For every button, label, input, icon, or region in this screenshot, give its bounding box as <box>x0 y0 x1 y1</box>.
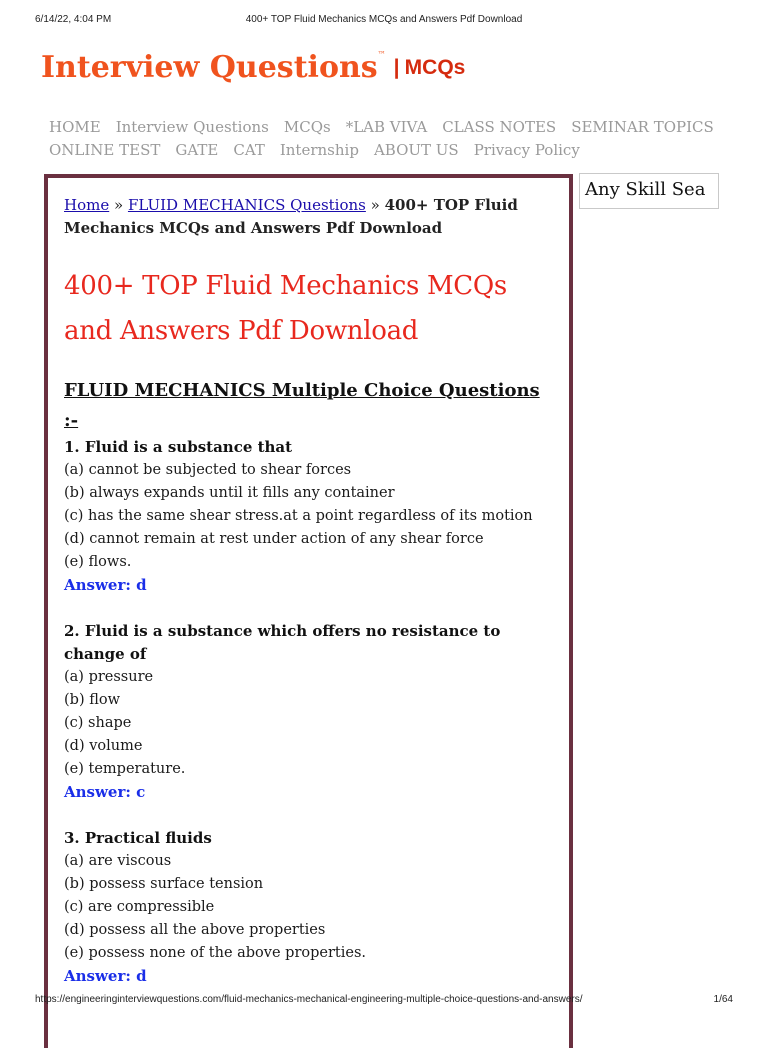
answer-option: (a) pressure <box>64 669 154 685</box>
answer-option: (c) has the same shear stress.at a point regardless of its motion <box>64 508 533 524</box>
nav-seminar-topics[interactable]: SEMINAR TOPICS <box>571 117 714 136</box>
question-text: 2. Fluid is a substance which offers no resistance to change of <box>64 622 501 663</box>
breadcrumb <box>64 194 550 240</box>
nav-home[interactable]: HOME <box>49 117 101 136</box>
question-text: 3. Practical fluids <box>64 829 212 847</box>
breadcrumb-separator: » <box>109 196 128 214</box>
correct-answer: Answer: d <box>64 967 147 985</box>
nav-gate[interactable]: GATE <box>175 140 219 159</box>
question-list <box>64 436 550 988</box>
answer-option: (e) possess none of the above properties. <box>64 945 367 961</box>
answer-option: (a) cannot be subjected to shear forces <box>64 462 352 478</box>
section-heading <box>64 376 550 436</box>
site-logo[interactable] <box>41 50 465 85</box>
print-url: https://engineeringinterviewquestions.com/fluid-mechanics-mechanical-engineering-multiple-choice-questions-and-answers/ <box>35 994 583 1005</box>
breadcrumb-home-link[interactable]: Home <box>64 196 110 214</box>
question-item <box>64 436 550 597</box>
nav-mcqs[interactable]: MCQs <box>283 117 331 136</box>
nav-online-test[interactable]: ONLINE TEST <box>49 140 161 159</box>
print-datetime: 6/14/22, 4:04 PM <box>35 14 112 25</box>
section-heading-line1: FLUID MECHANICS Multiple Choice Questions <box>64 380 540 401</box>
logo-separator: | <box>393 56 400 79</box>
question-item <box>64 827 550 988</box>
breadcrumb-category-link[interactable]: FLUID MECHANICS Questions <box>127 196 366 214</box>
answer-option: (e) temperature. <box>64 761 186 777</box>
answer-option: (d) volume <box>64 738 143 754</box>
answer-option: (b) flow <box>64 692 121 708</box>
trademark-symbol: ™ <box>377 50 386 59</box>
section-heading-line2: :- <box>64 410 79 431</box>
question-text: 1. Fluid is a substance that <box>64 438 293 456</box>
nav-interview-questions[interactable]: Interview Questions <box>115 117 269 136</box>
breadcrumb-current: 400+ TOP Fluid Mechanics MCQs and Answers Pdf Download <box>64 196 518 237</box>
print-page-title: 400+ TOP Fluid Mechanics MCQs and Answers Pdf Download <box>245 14 523 25</box>
correct-answer: Answer: d <box>64 576 147 594</box>
question-item <box>64 620 550 804</box>
answer-option: (c) are compressible <box>64 899 215 915</box>
article-content <box>64 194 550 1011</box>
answer-option: (c) shape <box>64 715 132 731</box>
answer-option: (b) always expands until it fills any container <box>64 485 395 501</box>
nav-row-2 <box>49 138 729 161</box>
nav-internship[interactable]: Internship <box>279 140 359 159</box>
main-navigation <box>49 115 729 161</box>
article-title: 400+ TOP Fluid Mechanics MCQs and Answers Pdf Download <box>64 271 507 346</box>
logo-section-label: MCQs <box>404 56 466 79</box>
nav-row-1 <box>49 115 729 138</box>
answer-option: (b) possess surface tension <box>64 876 264 892</box>
breadcrumb-separator: » <box>365 196 385 214</box>
answer-option: (d) possess all the above properties <box>64 922 326 938</box>
answer-option: (a) are viscous <box>64 853 172 869</box>
logo-text: Interview Questions <box>41 50 378 85</box>
nav-lab-viva[interactable]: *LAB VIVA <box>345 117 428 136</box>
nav-cat[interactable]: CAT <box>233 140 265 159</box>
print-page-number: 1/64 <box>713 994 733 1005</box>
answer-option: (d) cannot remain at rest under action of any shear force <box>64 531 484 547</box>
nav-privacy-policy[interactable]: Privacy Policy <box>473 140 580 159</box>
article-container <box>44 174 573 1048</box>
correct-answer: Answer: c <box>64 783 146 801</box>
nav-class-notes[interactable]: CLASS NOTES <box>442 117 557 136</box>
nav-about-us[interactable]: ABOUT US <box>373 140 459 159</box>
skill-search-input[interactable]: Any Skill Sea <box>579 173 719 209</box>
answer-option: (e) flows. <box>64 554 132 570</box>
